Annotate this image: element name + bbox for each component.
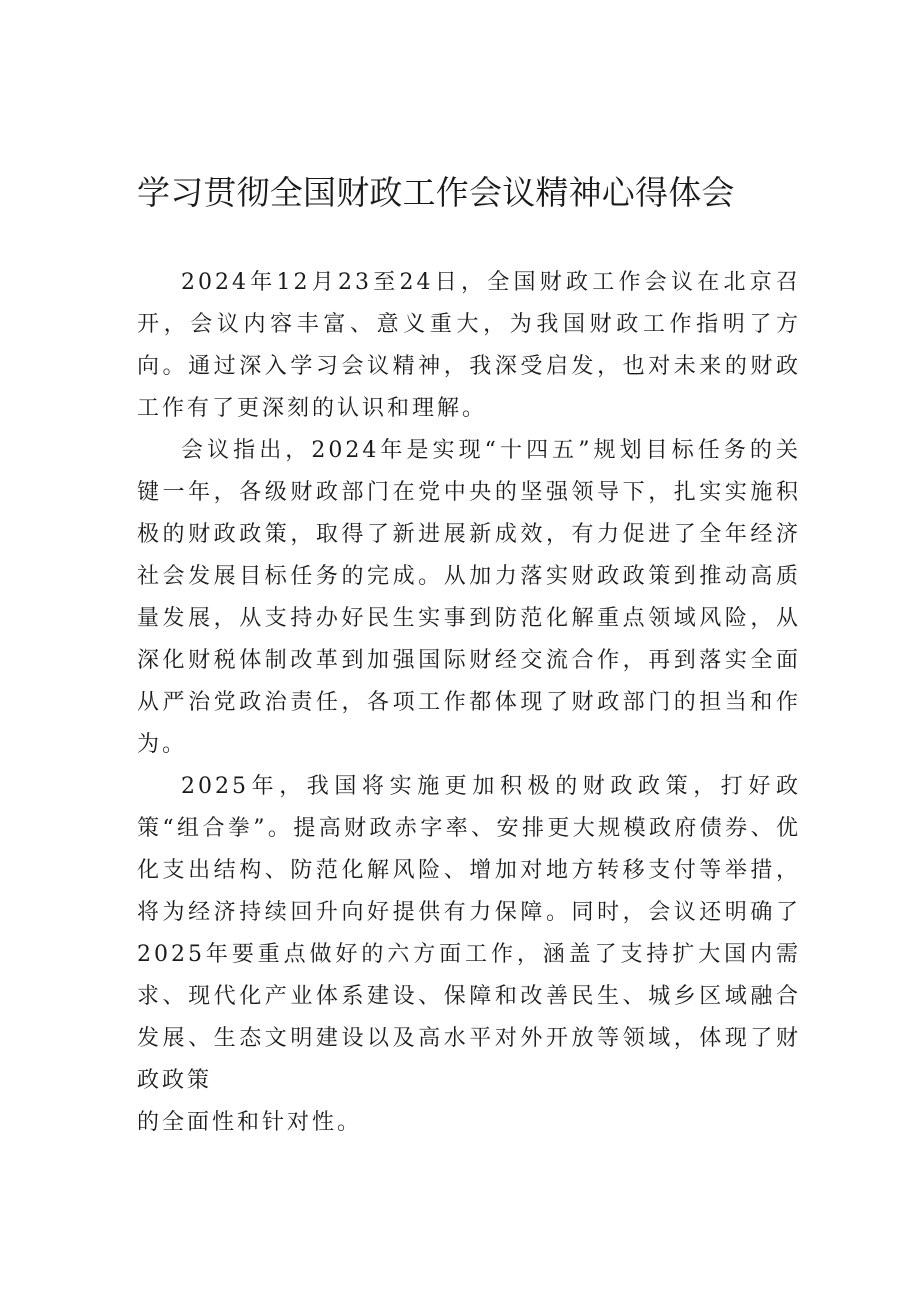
paragraph-3-tail: 的全面性和针对性。 (137, 1110, 363, 1135)
document-body (137, 262, 801, 1144)
paragraph-3: 2025年，我国将实施更加积极的财政政策，打好政策“组合拳”。提高财政赤字率、安排更大规模政府债券、优化支出结构、防范化解风险、增加对地方转移支付等举措，将为经济持续回升向好提供有力保障。同时，会议还明确了2025年要重点做好的六方面工作，涵盖了支持扩大国内需求、现代化产业体系建设、保障和改善民生、城乡区域融合发展、生态文明建设以及高水平对外开放等领域，体现了财政政策 (137, 774, 801, 1093)
paragraph-1: 2024年12月23至24日，全国财政工作会议在北京召开，会议内容丰富、意义重大，为我国财政工作指明了方向。通过深入学习会议精神，我深受启发，也对未来的财政工作有了更深刻的认识和理解。 (137, 270, 801, 421)
paragraph-2: 会议指出，2024年是实现“十四五”规划目标任务的关键一年，各级财政部门在党中央的坚强领导下，扎实实施积极的财政政策，取得了新进展新成效，有力促进了全年经济社会发展目标任务的完成。从加力落实财政政策到推动高质量发展，从支持办好民生实事到防范化解重点领域风险，从深化财税体制改革到加强国际财经交流合作，再到落实全面从严治党政治责任，各项工作都体现了财政部门的担当和作为。 (137, 438, 801, 757)
document-title: 学习贯彻全国财政工作会议精神心得体会 (137, 173, 735, 212)
